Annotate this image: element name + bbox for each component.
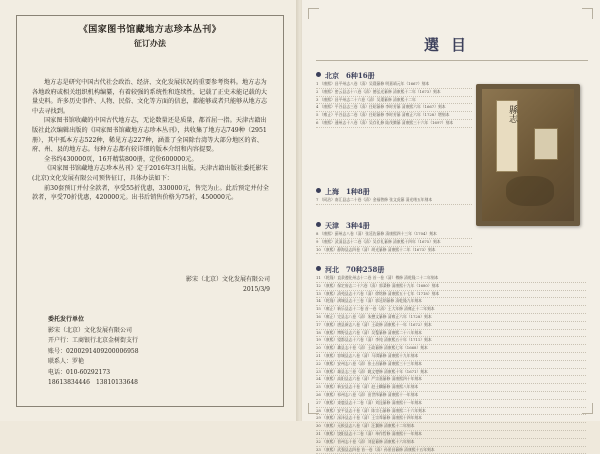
paragraph: 地方志是研究中国古代社会政治、经济、文化发展状况的重要参考资料。地方志为各地政府或相关组织机构编纂，有着较强的系统性和连续性，记载了正史未能记载的大量史料。许多历史事件、人物、民俗、文化等方面的信息，都能够或者只能够从地方志中去寻找到。 [32,79,268,115]
contact-line: 开户行：工商银行北京金树街支行 [48,337,139,344]
cover-seal [534,128,558,160]
list-item: 8 （康熙）蓟州志八卷（清）张廷佐纂修 清康熙四十三年（1704）刻本 [316,231,472,239]
paragraph: 前30套预订并付全款者，享受55折优惠，330000元，售完为止。此后预定并付全款者，享受70折优惠，420000元。出书后销售价格为75折，450000元。 [32,184,269,202]
corner-ornament [308,8,319,19]
list-item: 17 （康熙）唐县新志八卷（清）王政修 清康熙十一年（1672）刻本 [316,322,586,330]
book-cover-image [476,84,580,226]
list-item: 15 （雍正）新乐县志十二卷 首一卷（清）王大年修 清雍正十二年刻本 [316,306,586,314]
list-item: 28 （康熙）安平县志十卷（清）陈宗石纂修 清康熙二十六年刻本 [316,408,586,416]
right-title: 選目 [423,36,478,54]
section-shanghai [316,186,472,205]
list-item: 6 （康熙）通州志十八卷（清）吴存礼修 陆茂腾纂 清康熙三十六年（1697）刻本 [316,120,472,128]
section-title: 上海 1种8册 [325,187,370,196]
list-item: 16 （雍正）完县志八卷（清）朱懋文纂修 清雍正六年（1728）刻本 [316,314,586,322]
contact-block [48,315,268,389]
list-item: 5 （雍正）平谷县志二卷（清）任昭纂修 李时芳纂 清雍正六年（1728）增刻本 [316,112,472,120]
list-item: 14 （乾隆）满城县志十三卷（清）郭廷炳纂修 清乾隆九年刻本 [316,298,586,306]
list-item: 19 （康熙）望都县志十六卷（清）李纯 清康熙五十年（1711）刻本 [316,337,586,345]
list-item: 12 （康熙）保定府志二十六卷（清）郭棻修 清康熙十九年（1680）刻本 [316,283,586,291]
list-item: 21 （康熙）容城县志八卷（清）马琪纂修 清康熙十九年刻本 [316,353,586,361]
list-item: 7 （同治）南汇县志二十卷（清）金福曾修 张文虎纂 清光绪五年刻本 [316,197,472,205]
contact-line: 电话：010-60292173 [48,368,111,376]
contact-line: 账号：0200291409200006958 [48,347,139,355]
list-item: 20 （康熙）蠡县志十卷（清）王政纂修 清康熙七年（1668）刻本 [316,345,586,353]
bullet-icon [316,222,321,227]
corner-ornament [582,8,593,19]
title-rule [316,60,588,61]
list-item: 27 （康熙）束鹿县志十二卷（清）刘昆纂修 清康熙十一年刻本 [316,400,586,408]
list-item: 11 （乾隆）直隶遵化州志十二卷 首一卷（清）傅修 清乾隆二十二年刻本 [316,275,586,283]
bullet-icon [316,266,321,271]
list-item: 31 （康熙）饶阳县志十二卷（清）单作哲修 清康熙十一年刻本 [316,431,586,439]
list-item: 32 （康熙）晋州志十卷（清）刘昆纂修 清康熙十六年刻本 [316,439,586,447]
list-item: 26 （康熙）祁州志八卷（清）田世纬纂修 清康熙十一年刻本 [316,392,586,400]
contact-line: 18613834446 13810133648 [48,379,138,386]
section-title: 河北 70种258册 [325,265,385,274]
list-item: 22 （康熙）安州志八卷（清）张士昌纂修 清康熙三十三年刻本 [316,361,586,369]
list-item: 9 （康熙）武清县志十二卷（清）吴存礼纂修 清康熙十四年（1675）刻本 [316,239,472,247]
list-item: 33 （康熙）武强县志四卷 首一卷（清）孙景昌纂修 清康熙十五年刻本 [316,447,586,454]
bullet-icon [316,72,321,77]
section-tianjin [316,220,472,254]
cover-label [496,100,518,172]
paragraph: 国家图书馆收藏的中国古代地方志，无论数量还是质量，都首屈一指。天津古籍出版社此次编辑出版的《国家图书馆藏地方志珍本丛刊》，共收集了地方志749种（2951册），其中孤本方志522种，稀见方志227种，涵盖了全国除台湾等大部分地区的省、府、州、县的地方志。每种方志都有较详细的版本介绍和内容提要。 [32,117,267,154]
signature-block [150,275,270,295]
list-item: 24 （康熙）高阳县志六卷（清）严宗嘉纂修 清康熙四十年刻本 [316,376,586,384]
list-item: 25 （康熙）新安县志十卷（清）赵士麟纂修 清康熙八年刻本 [316,384,586,392]
section-beijing [316,70,472,128]
section-head [316,70,472,81]
section-head [316,264,586,275]
left-title: 《国家图书馆藏地方志珍本丛刊》 [78,25,222,35]
list-item: 2 （康熙）密云县志十八卷（清）德弘光纂修 清康熙十二年（1673）刻本 [316,89,472,97]
left-body [32,78,270,203]
list-item: 1 （康熙）昌平州志八卷（清）吴璟纂修 明嘉靖元年（1667）刻本 [316,81,472,89]
list-item: 18 （康熙）博野县志六卷（清）吴鏊纂修 清康熙二十八年刻本 [316,330,586,338]
list-item: 23 （康熙）雄县志三卷（清）姚文燮修 清康熙十年（1671）刻本 [316,369,586,377]
contact-head: 委托发行单位 [48,316,85,323]
list-item: 4 （康熙）平谷县志三卷（清）任昭纂修 李时芳纂 清康熙六年（1667）刻本 [316,104,472,112]
paragraph: 《国家图书馆藏地方志珍本丛刊》定于2016年3月出版。天津古籍出版社委托影宋(北京)文化发展有限公司预售征订，具体办法如下： [32,165,268,182]
section-head [316,220,472,231]
cover-label-text: 縣志 [507,105,517,123]
list-item: 10 （康熙）静海县志四卷（清）胡光纂修 清康熙十二年（1673）刻本 [316,247,472,255]
contact-line: 影宋（北京）文化发展有限公司 [48,326,133,334]
list-item: 13 （康熙）清苑县志十六卷（清）徐铭修 清康熙五十七年（1718）刻本 [316,291,586,299]
section-title: 北京 6种16册 [325,71,375,80]
list-item: 3 （康熙）昌平州志二十六卷（清）吴璟纂修 清康熙十二年 [316,97,472,105]
left-subtitle: 征订办法 [134,38,166,48]
section-head [316,186,472,197]
bullet-icon [316,188,321,193]
section-title: 天津 3种4册 [325,221,370,230]
paragraph: 全书约430000页，16开精装800册，定价600000元。 [44,155,198,163]
date: 2015/3/9 [243,286,270,293]
section-hebei [316,264,586,454]
cover-stain [506,176,554,206]
contact-line: 联系人：罗艳 [48,358,85,365]
list-item: 29 （康熙）深泽县志十卷（清）王宗舜纂修 清康熙十四年刻本 [316,415,586,423]
signature: 影宋（北京）文化发展有限公司 [185,276,270,283]
list-item: 30 （康熙）无极县志八卷（清）汪翼修 清康熙十二年刻本 [316,423,586,431]
